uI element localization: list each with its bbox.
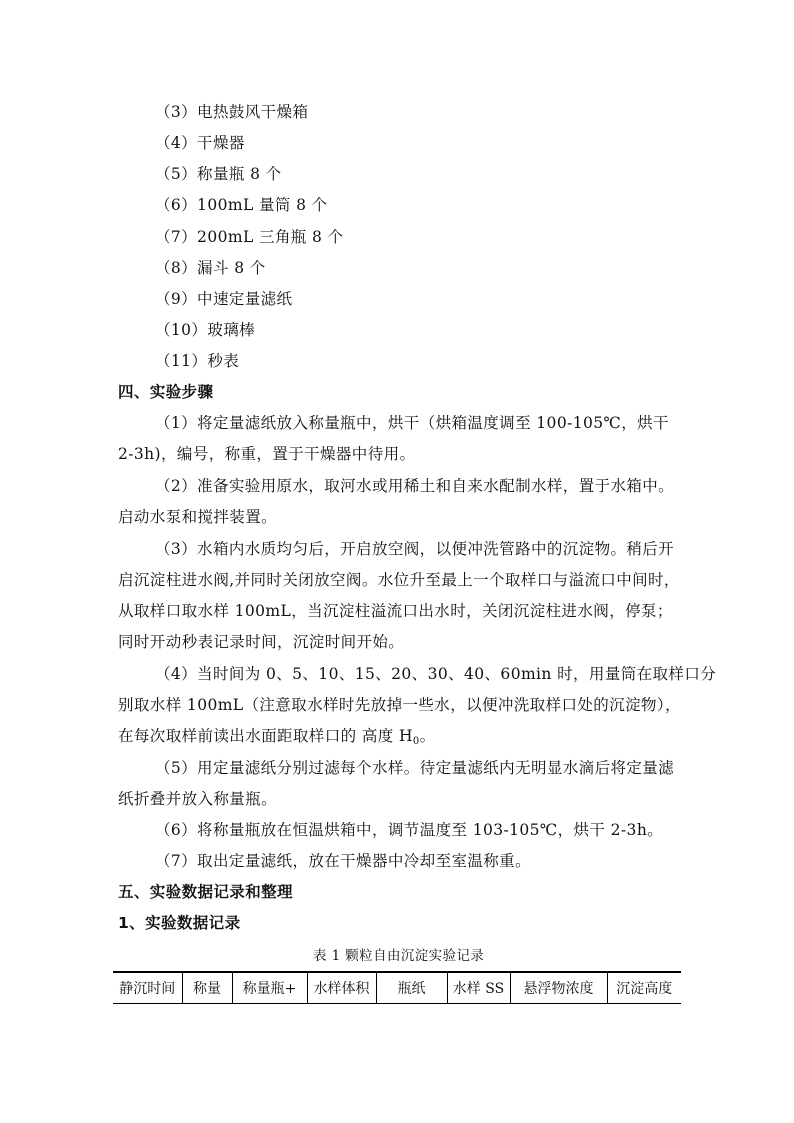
equipment-item: （8）漏斗 8 个 <box>155 259 266 277</box>
step-2-line: （2）准备实验用原水，取河水或用稀土和自来水配制水样，置于水箱中。 <box>155 477 675 495</box>
step-3-line: （3）水箱内水质均匀后，开启放空阀，以便冲洗管路中的沉淀物。稍后开 <box>155 540 675 558</box>
header-cell: 水样体积 <box>307 973 376 1003</box>
section-heading-steps: 四、实验步骤 <box>118 383 214 401</box>
equipment-item: （11）秒表 <box>155 352 240 370</box>
step-6-line: （6）将称量瓶放在恒温烘箱中，调节温度至 103-105℃，烘干 2-3h。 <box>155 821 664 839</box>
step-4-line: 别取水样 100mL（注意取水样时先放掉一些水，以便冲洗取样口处的沉淀物）， <box>118 696 681 714</box>
step-4-line: （4）当时间为 0、5、10、15、20、30、40、60min 时，用量筒在取样口分 <box>155 665 717 683</box>
step-4-end: 。 <box>419 727 436 745</box>
equipment-item: （5）称量瓶 8 个 <box>155 165 282 183</box>
step-7-line: （7）取出定量滤纸，放在干燥器中冷却至室温称重。 <box>155 852 531 870</box>
step-1-line: 2-3h)，编号，称重，置于干燥器中待用。 <box>118 445 416 463</box>
table-bottom-rule <box>113 1003 681 1004</box>
step-3-line: 启沉淀柱进水阀,并同时关闭放空阀。水位升至最上一个取样口与溢流口中间时， <box>118 571 680 589</box>
step-4-text: 在每次取样前读出水面距取样口的 高度 H <box>118 727 413 745</box>
step-1-line: （1）将定量滤纸放入称量瓶中，烘干（烘箱温度调至 100-105℃，烘干 <box>155 414 669 432</box>
table-caption: 表 1 颗粒自由沉淀实验记录 <box>313 948 485 964</box>
section-heading-data: 五、实验数据记录和整理 <box>118 883 293 901</box>
equipment-item: （4）干燥器 <box>155 134 245 152</box>
equipment-item: （10）玻璃棒 <box>155 321 256 339</box>
header-cell: 称量 <box>182 973 232 1003</box>
subscript-zero: 0 <box>412 736 420 747</box>
header-cell: 沉淀高度 <box>607 973 681 1003</box>
equipment-item: （7）200mL 三角瓶 8 个 <box>155 228 344 246</box>
equipment-item: （3）电热鼓风干燥箱 <box>155 103 309 121</box>
header-cell: 悬浮物浓度 <box>510 973 607 1003</box>
header-cell: 称量瓶+ <box>232 973 307 1003</box>
header-cell: 瓶纸 <box>376 973 447 1003</box>
record-table <box>113 973 681 1003</box>
equipment-item: （6）100mL 量筒 8 个 <box>155 196 328 214</box>
step-5-line: （5）用定量滤纸分别过滤每个水样。待定量滤纸内无明显水滴后将定量滤 <box>155 759 675 777</box>
subsection-heading: 1、实验数据记录 <box>118 914 241 932</box>
step-5-line: 纸折叠并放入称量瓶。 <box>118 790 278 808</box>
step-2-line: 启动水泵和搅拌装置。 <box>118 508 278 526</box>
step-4-line <box>118 726 436 752</box>
table-header-row <box>113 973 681 1003</box>
header-cell: 水样 SS <box>447 973 510 1003</box>
header-cell: 静沉时间 <box>113 973 182 1003</box>
step-3-line: 同时开动秒表记录时间，沉淀时间开始。 <box>118 633 405 651</box>
equipment-item: （9）中速定量滤纸 <box>155 290 293 308</box>
step-3-line: 从取样口取水样 100mL，当沉淀柱溢流口出水时，关闭沉淀柱进水阀，停泵； <box>118 602 673 620</box>
